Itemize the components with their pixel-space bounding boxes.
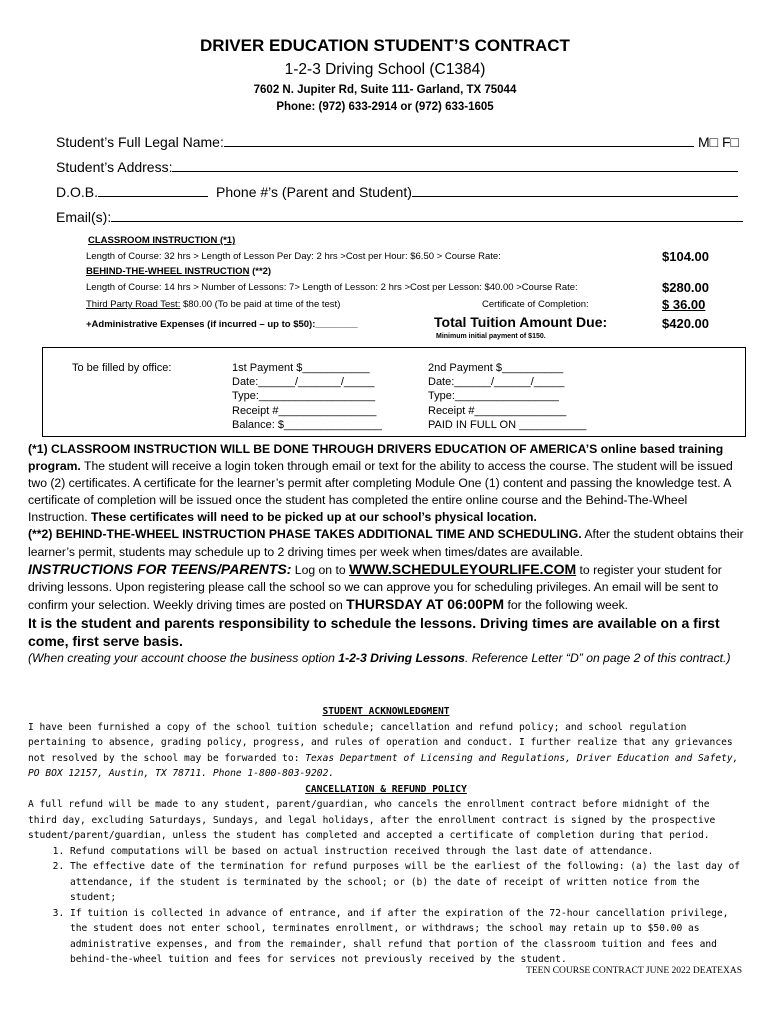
name-label: Student’s Full Legal Name: <box>56 134 224 150</box>
email-label: Email(s): <box>56 209 112 225</box>
acknowledgment-heading: STUDENT ACKNOWLEDGMENT <box>322 706 450 717</box>
office-line: Type:___________________ <box>232 390 376 403</box>
office-label: To be filled by office: <box>72 362 172 374</box>
classroom-bold: These certificates will need to be picked up at our school’s physical location. <box>87 510 537 525</box>
total-label: Total Tuition Amount Due: <box>434 314 608 330</box>
acknowledgment-body: I have been furnished a copy of the school tuition schedule; cancellation and refund policy; and school regulation pertaining to absence, grading policy, progress, and rules of operation and conduct. I further realize that any grievances not resolved by the school may be forwarded to: <box>28 721 733 764</box>
min-payment: Minimum initial payment of $150. <box>436 333 546 340</box>
classroom-price: $104.00 <box>662 249 709 264</box>
acknowledgment-text <box>28 720 744 782</box>
office-line: 1st Payment $___________ <box>232 362 370 374</box>
instructions-lead: INSTRUCTIONS FOR TEENS/PARENTS: <box>28 560 292 577</box>
phone-input-line[interactable] <box>412 184 738 197</box>
classroom-heading: CLASSROOM INSTRUCTION (*1) <box>88 235 236 246</box>
gender-checkboxes[interactable]: M□ F□ <box>698 134 740 150</box>
admin-expenses: +Administrative Expenses (if incurred – up to $50):________ <box>86 319 358 330</box>
office-payment1 <box>232 361 382 432</box>
schedule-day: THURSDAY AT 06:00PM <box>346 595 505 612</box>
certificate-price: $ 36.00 <box>662 297 706 312</box>
account-note-c: . Reference Letter “D” on page 2 of this contract.) <box>464 650 731 665</box>
btw-lead: (**2) BEHIND-THE-WHEEL INSTRUCTION PHASE TAKES ADDITIONAL TIME AND SCHEDULING. <box>28 527 582 542</box>
email-input-line[interactable] <box>111 209 743 222</box>
classroom-paragraph <box>28 441 744 526</box>
refund-item: 3. If tuition is collected in advance of entrance, and if after the expiration of the 72-hour cancellation privilege, the student does not enter school, terminates enrollment, or withdraws; the school may retain up to $50.00 as administrative expenses, and from the remainder, shall refund that portion of the classroom tuition and fees and behind-the-wheel tuition and fees for services not previously received by the student. <box>70 906 744 968</box>
road-test-label: Third Party Road Test: <box>86 299 181 310</box>
instruction-body <box>28 441 744 667</box>
school-phone: Phone: (972) 633-2914 or (972) 633-1605 <box>276 101 494 113</box>
btw-heading: BEHIND-THE-WHEEL INSTRUCTION <box>86 266 250 277</box>
dob-label: D.O.B. <box>56 184 99 200</box>
refund-heading: CANCELLATION & REFUND POLICY <box>305 783 467 795</box>
office-line: Type:_________________ <box>428 390 559 403</box>
refund-item: 2. The effective date of the termination for refund purposes will be the earliest of the following: (a) the last day of attendance, if the student is terminated by the school; or (b) the date of receipt of written notice from the student; <box>70 859 744 906</box>
instructions-text-c: for the following week. <box>504 597 629 612</box>
btw-text: After the student obtains their learner’s permit, students may schedule up to 2 driving times per week when times/dates are available. <box>28 527 744 559</box>
office-line: PAID IN FULL ON ___________ <box>428 418 587 431</box>
contract-title: DRIVER EDUCATION STUDENT’S CONTRACT <box>200 36 570 55</box>
office-line: 2nd Payment $__________ <box>428 362 564 374</box>
refund-intro: A full refund will be made to any student, parent/guardian, who cancels the enrollment contract before midnight of the third day, excluding Saturdays, Sundays, and legal holidays, after the enrollment contract is signed by the prospective student/parent/guardian, unless the student has completed and accepted a certificate of completion during that period. <box>28 799 716 841</box>
classroom-lead: (*1) CLASSROOM INSTRUCTION WILL BE DONE THROUGH DRIVERS EDUCATION OF AMERICA’S online based training program. <box>28 442 724 474</box>
classroom-detail: Length of Course: 32 hrs > Length of Lesson Per Day: 2 hrs >Cost per Hour: $6.50 > Course Rate: <box>86 251 501 262</box>
school-address: 7602 N. Jupiter Rd, Suite 111- Garland, TX 75044 <box>253 84 517 96</box>
name-field-row <box>56 134 694 150</box>
office-line: Balance: $________________ <box>232 418 382 431</box>
refund-list <box>28 844 744 968</box>
classroom-text: The student will receive a login token through email or text for the ability to access the course. The student will be issued two (2) certificates. A certificate for the learner’s permit after completing Module One (1) content and passing the knowledge test. A certificate of completion will be issued once the student has completed the entire online course and the Behind-The-Wheel Instruction. <box>28 459 733 525</box>
account-note-b: 1-2-3 Driving Lessons <box>338 650 465 665</box>
office-line: Date:______/_______/_____ <box>232 376 375 389</box>
dob-phone-row <box>56 184 738 200</box>
account-note-a: (When creating your account choose the business option <box>28 650 339 665</box>
btw-heading-row <box>86 266 271 277</box>
phone-label: Phone #’s (Parent and Student) <box>216 184 412 200</box>
address-input-line[interactable] <box>172 159 738 172</box>
btw-detail: Length of Course: 14 hrs > Number of Lessons: 7> Length of Lesson: 2 hrs >Cost per Lesson: $40.00 >Course Rate: <box>86 282 578 293</box>
address-field-row <box>56 159 738 175</box>
total-price: $420.00 <box>662 316 709 331</box>
refund-item: 1. Refund computations will be based on actual instruction received through the last date of attendance. <box>70 844 744 860</box>
office-line: Date:______/______/_____ <box>428 376 565 389</box>
responsibility-paragraph: It is the student and parents responsibility to schedule the lessons. Driving times are available on a first come, first serve basis. <box>28 614 720 649</box>
school-name: 1-2-3 Driving School (C1384) <box>284 61 486 78</box>
email-field-row <box>56 209 743 225</box>
instructions-paragraph <box>28 561 744 614</box>
schedule-link[interactable]: WWW.SCHEDULEYOURLIFE.COM <box>349 560 577 577</box>
account-note <box>28 650 744 667</box>
acknowledgment-agency: Texas Department of Licensing and Regulations, Driver Education and Safety, PO BOX 12157, Austin, TX 78711. Phone 1-800-803-9202. <box>28 752 739 779</box>
certificate-label: Certificate of Completion: <box>482 299 589 310</box>
btw-price: $280.00 <box>662 280 709 295</box>
instructions-text-a: Log on to <box>291 562 350 577</box>
road-test-text: $80.00 (To be paid at time of the test) <box>182 299 341 310</box>
address-label: Student’s Address: <box>56 159 173 175</box>
road-test-row <box>86 299 340 310</box>
btw-note: (**2) <box>252 266 272 277</box>
btw-paragraph <box>28 526 744 560</box>
dob-input-line[interactable] <box>98 184 208 197</box>
office-payment2 <box>428 361 586 432</box>
instructions-text-b: to register your student for driving lessons. Upon registering please call the school so we can approve you for scheduling privileges. An email will be sent to confirm your selection. Weekly driving times are posted on <box>28 562 722 612</box>
name-input-line[interactable] <box>224 134 694 147</box>
policy-section <box>28 704 744 968</box>
office-line: Receipt #________________ <box>232 404 377 417</box>
office-line: Receipt #_______________ <box>428 404 567 417</box>
footer-note: TEEN COURSE CONTRACT JUNE 2022 DEATEXAS <box>526 966 742 976</box>
